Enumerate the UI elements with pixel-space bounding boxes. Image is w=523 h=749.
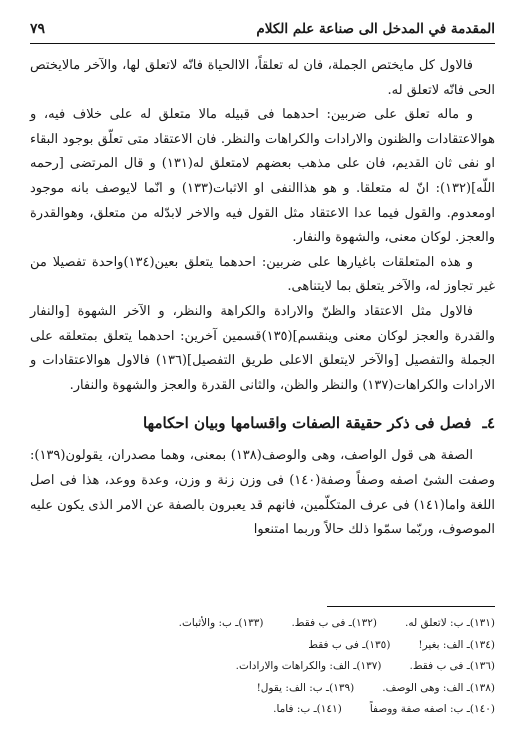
section-heading bbox=[30, 412, 495, 434]
running-head bbox=[30, 0, 495, 44]
footnote: (١٣٩)ـ ب: الف: يقول! bbox=[256, 681, 355, 694]
section-title: فصل فى ذكر حقيقة الصفات واقسامها وبيان احكامها bbox=[142, 414, 472, 433]
footnote-row bbox=[30, 613, 495, 635]
footnote: (١٤١)ـ ب: فاما. bbox=[273, 703, 342, 716]
footnote-rule bbox=[327, 606, 495, 607]
footnote: (١٤٠)ـ ب: اصفه صفة ووصفاً bbox=[369, 703, 495, 716]
footnote: (١٣٨)ـ الف: وهى الوصف. bbox=[382, 681, 495, 694]
footnote: (١٣٣)ـ ب: والأثبات. bbox=[178, 617, 264, 629]
footnote: (١٣٤)ـ الف: بغير! bbox=[418, 638, 495, 651]
footnote-row bbox=[30, 678, 495, 700]
page-number: ٧٩ bbox=[30, 21, 46, 37]
footnote-row bbox=[30, 699, 495, 721]
paragraph: فالاول مثل الاعتقاد والظنّ والارادة والكراهة والنظر، و الآخر الشهوة [والنفار والقدرة والعجز لوكان معنى وينقسم](١٣٥)قسمين آخرين: احدهما يتعلق بمتعلقه على الجملة والتفصيل [والآخر لايتعلق الاعلى طريق التفصيل](١٣٦) فالاول هوالاعتقادات و الارادات والكراهات(١٣٧) والنظر والظن، والثانى القدرة والعجز والشهوة والنفار. bbox=[30, 303, 496, 393]
footnote-row bbox=[30, 635, 495, 657]
footnote: (١٣٦)ـ فى ب فقط. bbox=[409, 660, 495, 673]
footnote: (١٣٧)ـ الف: والكراهات والارادات. bbox=[235, 660, 382, 673]
running-title: المقدمة في المدخل الى صناعة علم الكلام bbox=[256, 21, 495, 37]
footnotes bbox=[30, 606, 495, 721]
paragraph: و ماله تعلق على ضربين: احدهما فى قبيله مالا متعلق له على خلاف فيه، و هوالاعتقادات والظنون والارادات والكراهات والنظر. فان الاعتقاد متى تعلّق بوجود البقاء او نفى ثان القديم، فان على مذهب بعضهم لامتعلق له(١٣١) و قال المرتضى [رحمه اللّه](١٣٢): انّ له متعلقا. و هو هذاالنفى او الاثبات(١٣٣) و انّما لايوصف بانه موجود اومعدوم. والقول فيما عدا الاعتقاد مثل القول فيه والاخر لابدّله من متعلق، وهوالقدرة والعجز. لوكان معنى، والشهوة والنفار. bbox=[30, 107, 496, 246]
body-text bbox=[30, 54, 495, 543]
footnote-row bbox=[30, 656, 495, 678]
section-paragraph: الصفة هى قول الواصف، وهى والوصف(١٣٨) بمعنى، وهما مصدران، يقولون(١٣٩): وصفت الشئ اصفه وصفاً وصفة(١٤٠) فى وزن زنة و وزن، وعدة ووعد، هذا فى اصل اللغة واما(١٤١) فى عرف المتكلّمين، فانهم قد يعبرون بالصفة عن الامر الذى يكون عليه الموصوف، وربّما سمّوا ذلك حالاً وربما امتنعوا bbox=[30, 448, 496, 538]
paragraph: فالاول كل مايختص الجملة، فان له تعلقاً، الاالحياة فانّه لاتعلق لها، والآخر مالايختص الحى فانّه لاتعلق له. bbox=[30, 58, 495, 98]
footnote: (١٣١)ـ ب: لاتعلق له. bbox=[404, 617, 495, 629]
footnote: (١٣٥)ـ فى ب فقط bbox=[308, 638, 391, 651]
footnote: (١٣٢)ـ فى ب فقط. bbox=[291, 617, 377, 629]
section-number: ٤ـ bbox=[482, 414, 495, 433]
paragraph: و هذه المتعلقات باغيارها على ضربين: احدهما يتعلق بعين(١٣٤)واحدة تفصيلا من غير تجاوز له، والآخر يتعلق بما لايتناهى. bbox=[30, 254, 495, 295]
